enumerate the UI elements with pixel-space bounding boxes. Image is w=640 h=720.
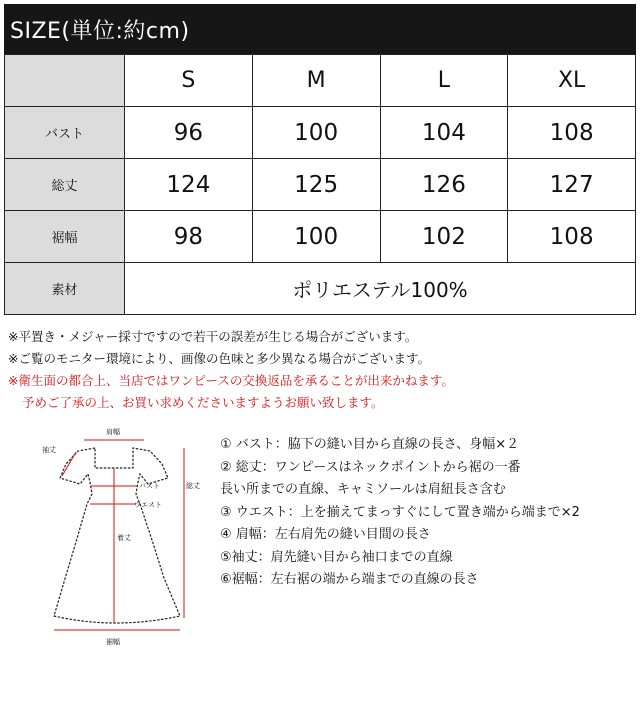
column-header-m: M [252, 55, 380, 107]
table-corner-cell [5, 55, 125, 107]
sleeve-guide-line [62, 452, 76, 476]
row-label-hem: 裾幅 [5, 211, 125, 263]
table-cell: 127 [508, 159, 636, 211]
dress-diagram [40, 418, 215, 650]
table-cell: 126 [380, 159, 508, 211]
size-column-header-row [5, 55, 636, 107]
table-row-length [5, 159, 636, 211]
table-row-material [5, 263, 636, 315]
table-cell: 100 [252, 211, 380, 263]
note-monitor: ※ご覧のモニター環境により、画像の色味と多少異なる場合がございます。 [8, 351, 430, 366]
hem-label: 裾幅 [106, 638, 120, 646]
table-cell: 108 [508, 211, 636, 263]
size-table [4, 54, 636, 315]
table-cell: 100 [252, 107, 380, 159]
column-header-l: L [380, 55, 508, 107]
table-cell: 98 [125, 211, 253, 263]
desc-length: ② 総丈：ワンピースはネックポイントから裾の一番 [220, 459, 521, 475]
notes [8, 326, 632, 414]
desc-shoulder: ④ 肩幅：左右肩先の縫い目間の長さ [220, 527, 431, 542]
column-header-xl: XL [508, 55, 636, 107]
table-cell: 96 [125, 107, 253, 159]
sleeve-label: 袖丈 [42, 446, 56, 454]
inner-length-label: 着丈 [117, 534, 131, 542]
size-header [4, 4, 636, 55]
material-value: ポリエステル100% [125, 263, 636, 315]
table-cell: 108 [508, 107, 636, 159]
bust-label: バスト [139, 482, 160, 490]
table-cell: 102 [380, 211, 508, 263]
waist-label: ウエスト [134, 501, 162, 509]
measurement-descriptions [220, 434, 635, 592]
row-label-bust: バスト [5, 107, 125, 159]
note-measurement: ※平置き・メジャー採寸ですので若干の誤差が生じる場合がございます。 [8, 329, 418, 344]
table-row-bust [5, 107, 636, 159]
shoulder-label: 肩幅 [106, 428, 120, 436]
table-cell: 124 [125, 159, 253, 211]
row-label-material: 素材 [5, 263, 125, 315]
row-label-length: 総丈 [5, 159, 125, 211]
size-title: SIZE(単位:約cm) [10, 19, 190, 44]
total-length-label: 総丈 [186, 482, 200, 490]
note-no-returns: ※衛生面の都合上、当店ではワンピースの交換返品を承ることが出来かねます。 [8, 373, 454, 388]
table-cell: 104 [380, 107, 508, 159]
desc-bust: ① バスト：脇下の縫い目から直線の長さ、身幅×２ [220, 437, 520, 452]
note-acknowledge: 予めご了承の上、お買い求めくださいますようお願い致します。 [22, 395, 384, 410]
desc-waist: ③ ウエスト：上を揃えてまっすぐにして置き端から端まで×2 [220, 504, 580, 520]
desc-hem: ⑥裾幅：左右裾の端から端までの直線の長さ [220, 572, 479, 587]
column-header-s: S [125, 55, 253, 107]
table-cell: 125 [252, 159, 380, 211]
table-row-hem [5, 211, 636, 263]
desc-length-cont: 長い所までの直線、キャミソールは肩紐長さ含む [220, 482, 506, 497]
desc-sleeve: ⑤袖丈：肩先縫い目から袖口までの直線 [220, 549, 453, 565]
